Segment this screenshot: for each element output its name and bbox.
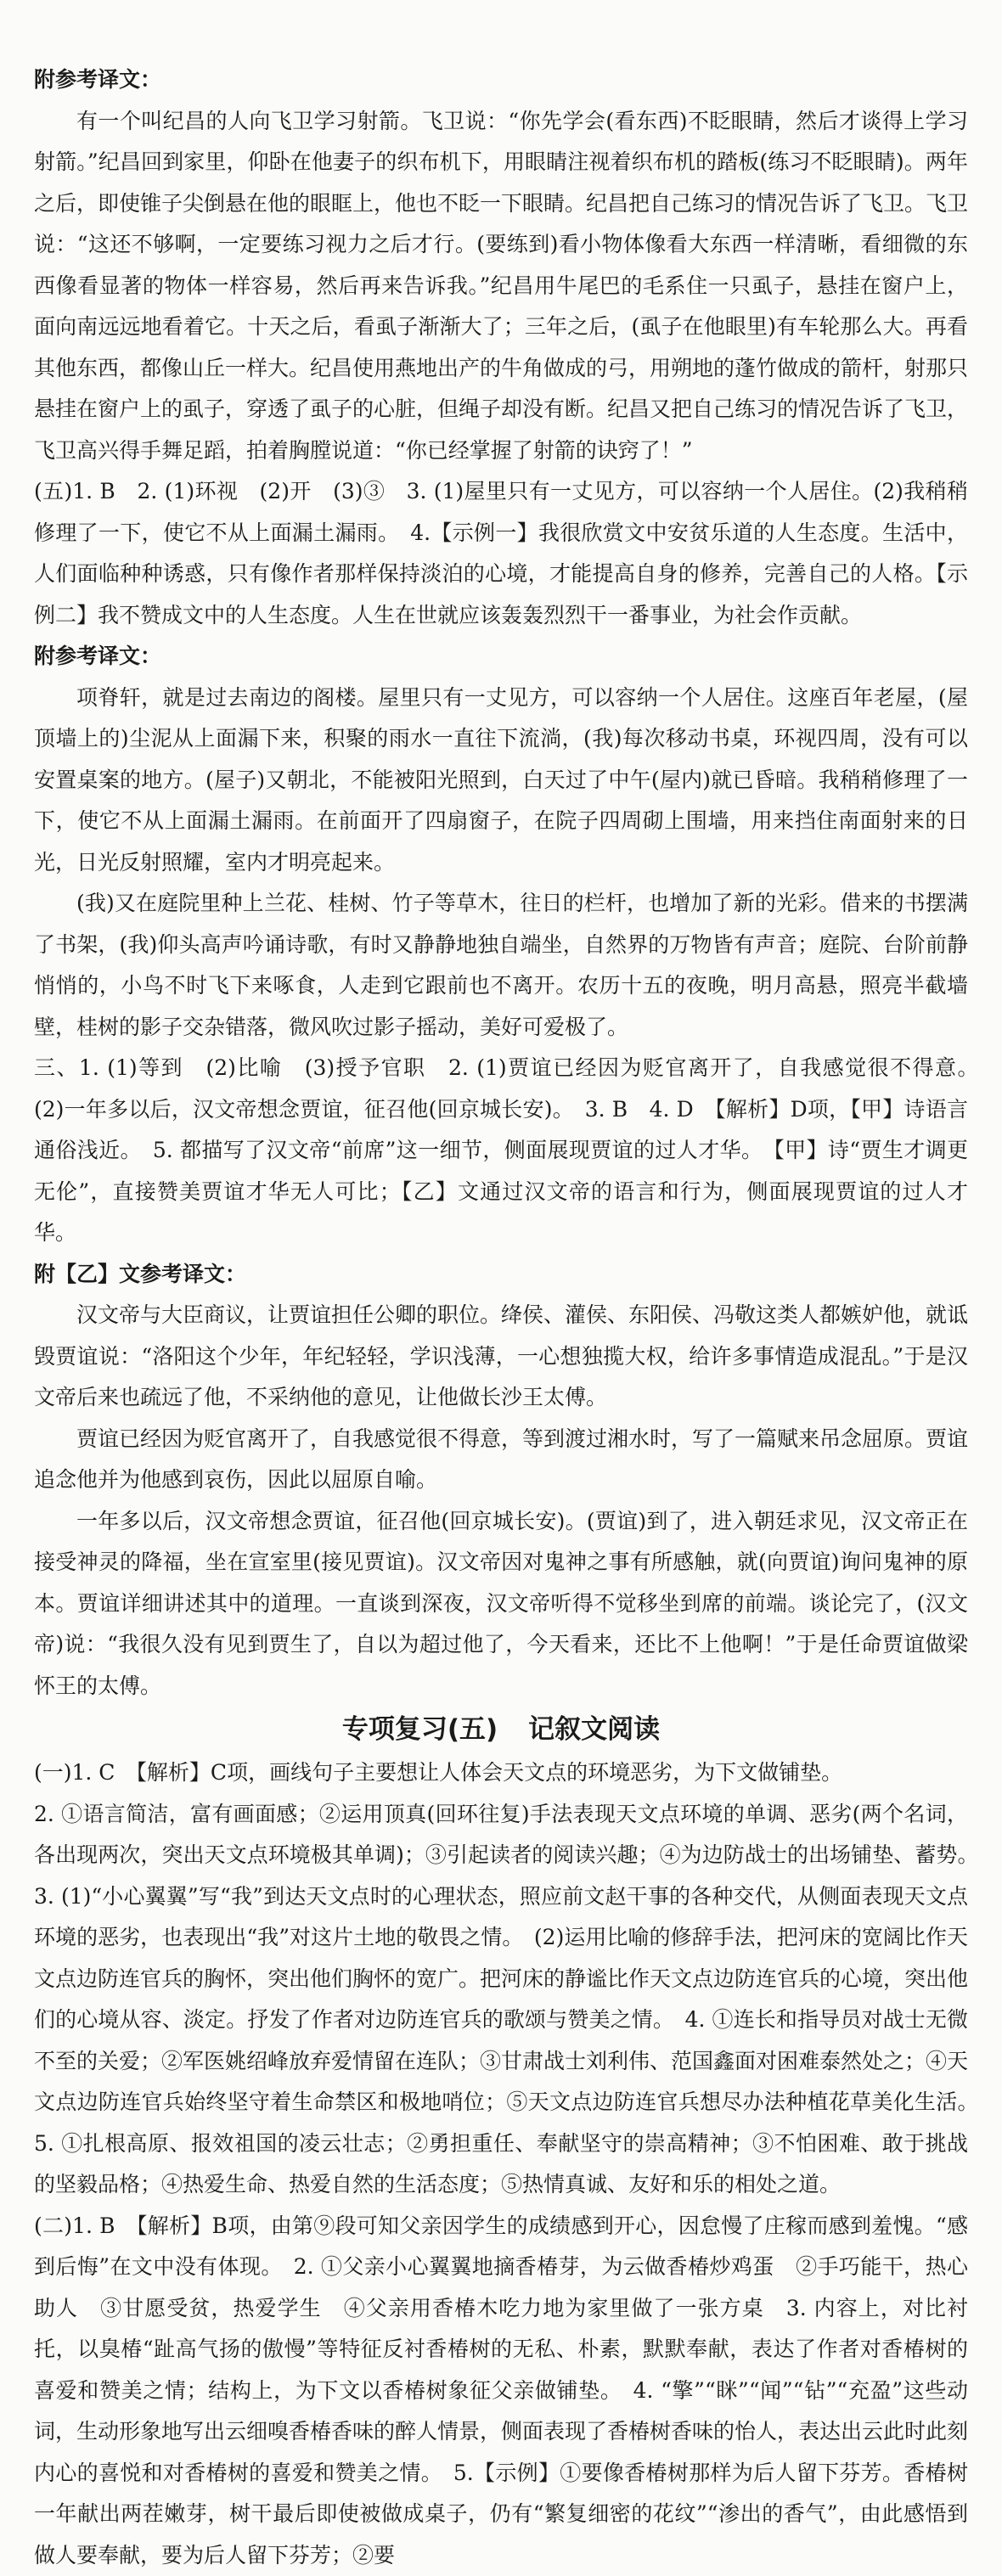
paragraph: (一)1. C 【解析】C项，画线句子主要想让人体会天文点的环境恶劣，为下文做铺垫。 <box>34 1752 968 1794</box>
paragraph: (我)又在庭院里种上兰花、桂树、竹子等草木，往日的栏杆，也增加了新的光彩。借来的书摆满了书架，(我)仰头高声吟诵诗歌，有时又静静地独自端坐，自然界的万物皆有声音；庭院、台阶前静悄悄的，小鸟不时飞下来啄食，人走到它跟前也不离开。农历十五的夜晚，明月高悬，照亮半截墙壁，桂树的影子交杂错落，微风吹过影子摇动，美好可爱极了。 <box>34 883 968 1048</box>
paragraph: 有一个叫纪昌的人向飞卫学习射箭。飞卫说：“你先学会(看东西)不眨眼睛，然后才谈得上学习射箭。”纪昌回到家里，仰卧在他妻子的织布机下，用眼睛注视着织布机的踏板(练习不眨眼睛)。两年之后，即使锥子尖倒悬在他的眼眶上，他也不眨一下眼睛。纪昌把自己练习的情况告诉了飞卫。飞卫说：“这还不够啊，一定要练习视力之后才行。(要练到)看小物体像看大东西一样清晰，看细微的东西像看显著的物体一样容易，然后再来告诉我。”纪昌用牛尾巴的毛系住一只虱子，悬挂在窗户上，面向南远远地看着它。十天之后，看虱子渐渐大了；三年之后，(虱子在他眼里)有车轮那么大。再看其他东西，都像山丘一样大。纪昌使用燕地出产的牛角做成的弓，用朔地的蓬竹做成的箭杆，射那只悬挂在窗户上的虱子，穿透了虱子的心脏，但绳子却没有断。纪昌又把自己练习的情况告诉了飞卫，飞卫高兴得手舞足蹈，拍着胸膛说道：“你已经掌握了射箭的诀窍了！” <box>34 101 968 472</box>
paragraph: 贾谊已经因为贬官离开了，自我感觉很不得意，等到渡过湘水时，写了一篇赋来吊念屈原。贾谊追念他并为他感到哀伤，因此以屈原自喻。 <box>34 1419 968 1501</box>
paragraph: (五)1. B 2. (1)环视 (2)开 (3)③ 3. (1)屋里只有一丈见方，可以容纳一个人居住。(2)我稍稍修理了一下，使它不从上面漏土漏雨。 4.【示例一】我很欣赏文中安贫乐道的人生态度。生活中，人们面临种种诱惑，只有像作者那样保持淡泊的心境，才能提高自身的修养，完善自己的人格。【示例二】我不赞成文中的人生态度。人生在世就应该轰轰烈烈干一番事业，为社会作贡献。 <box>34 471 968 636</box>
paragraph: 项脊轩，就是过去南边的阁楼。屋里只有一丈见方，可以容纳一个人居住。这座百年老屋，(屋顶墙上的)尘泥从上面漏下来，积聚的雨水一直往下流淌，(我)每次移动书桌，环视四周，没有可以安置桌案的地方。(屋子)又朝北，不能被阳光照到，白天过了中午(屋内)就已昏暗。我稍稍修理了一下，使它不从上面漏土漏雨。在前面开了四扇窗子，在院子四周砌上围墙，用来挡住南面射来的日光，日光反射照耀，室内才明亮起来。 <box>34 678 968 884</box>
paragraph: 一年多以后，汉文帝想念贾谊，征召他(回京城长安)。(贾谊)到了，进入朝廷求见，汉文帝正在接受神灵的降福，坐在宣室里(接见贾谊)。汉文帝因对鬼神之事有所感触，就(向贾谊)询问鬼神的原本。贾谊详细讲述其中的道理。一直谈到深夜，汉文帝听得不觉移坐到席的前端。谈论完了，(汉文帝)说：“我很久没有见到贾生了，自以为超过他了，今天看来，还比不上他啊！”于是任命贾谊做梁怀王的太傅。 <box>34 1501 968 1707</box>
paragraph: 2. ①语言简洁，富有画面感；②运用顶真(回环往复)手法表现天文点环境的单调、恶劣(两个名词，各出现两次，突出天文点环境极其单调)；③引起读者的阅读兴趣；④为边防战士的出场铺垫、蓄势。 3. (1)“小心翼翼”写“我”到达天文点时的心理状态，照应前文赵干事的各种交代，从侧面表现天文点环境的恶劣，也表现出“我”对这片土地的敬畏之情。 (2)运用比喻的修辞手法，把河床的宽阔比作天文点边防连官兵的胸怀，突出他们胸怀的宽广。把河床的静谧比作天文点边防连官兵的心境，突出他们的心境从容、淡定。抒发了作者对边防连官兵的歌颂与赞美之情。 4. ①连长和指导员对战士无微不至的关爱；②军医姚绍峰放弃爱情留在连队；③甘肃战士刘利伟、范国鑫面对困难泰然处之；④天文点边防连官兵始终坚守着生命禁区和极地哨位；⑤天文点边防连官兵想尽办法种植花草美化生活。 5. ①扎根高原、报效祖国的凌云壮志；②勇担重任、奉献坚守的崇高精神；③不怕困难、敢于挑战的坚毅品格；④热爱生命、热爱自然的生活态度；⑤热情真诚、友好和乐的相处之道。 <box>34 1794 968 2206</box>
paragraph: 汉文帝与大臣商议，让贾谊担任公卿的职位。绛侯、灌侯、东阳侯、冯敬这类人都嫉妒他，就诋毁贾谊说：“洛阳这个少年，年纪轻轻，学识浅薄，一心想独揽大权，给许多事情造成混乱。”于是汉文帝后来也疏远了他，不采纳他的意见，让他做长沙王太傅。 <box>34 1295 968 1419</box>
paragraph: (二)1. B 【解析】B项，由第⑨段可知父亲因学生的成绩感到开心，因怠慢了庄稼而感到羞愧。“感到后悔”在文中没有体现。 2. ①父亲小心翼翼地摘香椿芽，为云做香椿炒鸡蛋 ②手巧能干，热心助人 ③甘愿受贫，热爱学生 ④父亲用香椿木吃力地为家里做了一张方桌 3. 内容上，对比衬托，以臭椿“趾高气扬的傲慢”等特征反衬香椿树的无私、朴素，默默奉献，表达了作者对香椿树的喜爱和赞美之情；结构上，为下文以香椿树象征父亲做铺垫。 4. “擎”“眯”“闻”“钻”“充盈”这些动词，生动形象地写出云细嗅香椿香味的醉人情景，侧面表现了香椿树香味的怡人，表达出云此时此刻内心的喜悦和对香椿树的喜爱和赞美之情。 5.【示例】①要像香椿树那样为后人留下芬芳。香椿树一年献出两茬嫩芽，树干最后即使被做成桌子，仍有“繁复细密的花纹”“渗出的香气”，由此感悟到做人要奉献，要为后人留下芬芳；②要 <box>34 2206 968 2576</box>
paragraph: 三、1. (1)等到 (2)比喻 (3)授予官职 2. (1)贾谊已经因为贬官离开了，自我感觉很不得意。 (2)一年多以后，汉文帝想念贾谊，征召他(回京城长安)。 3. B 4. D 【解析】D项，【甲】诗语言通俗浅近。 5. 都描写了汉文帝“前席”这一细节，侧面展现贾谊的过人才华。 【甲】诗“贾生才调更无伦”，直接赞美贾谊才华无人可比；【乙】文通过汉文帝的语言和行为，侧面展现贾谊的过人才华。 <box>34 1048 968 1254</box>
section-title <box>34 1707 968 1752</box>
section-heading: 附参考译文： <box>34 636 968 678</box>
section-title-number: 专项复习(五) <box>342 1714 498 1745</box>
section-heading: 附【乙】文参考译文： <box>34 1254 968 1296</box>
section-title-text: 记叙文阅读 <box>528 1714 660 1745</box>
section-heading: 附参考译文： <box>34 59 968 101</box>
